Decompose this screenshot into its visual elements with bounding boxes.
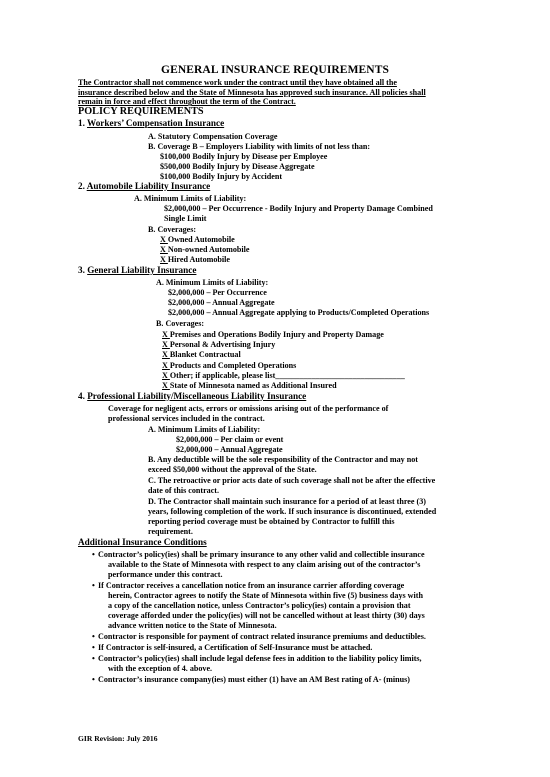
coverage-mark: X — [162, 381, 170, 390]
intro-line: The Contractor shall not commence work under the contract until they have obtained all the — [78, 78, 397, 87]
s4-item-d: requirement. — [148, 527, 193, 536]
condition-text: If Contractor is self-insured, a Certification of Self-Insurance must be attached. — [98, 643, 373, 652]
condition-text: coverage afforded under the policy(ies) will not be cancelled without at least thirty (30) days — [108, 611, 425, 620]
section-1-heading — [78, 119, 224, 129]
section-title: General Liability Insurance — [87, 265, 197, 275]
s3-coverage-item — [162, 350, 241, 360]
bullet-icon: • — [92, 654, 95, 663]
s3-coverage-item — [162, 371, 405, 381]
section-title: Workers’ Compensation Insurance — [87, 118, 225, 128]
s3-coverage-item — [162, 361, 296, 371]
condition-bullet — [92, 643, 372, 653]
coverage-text: Owned Automobile — [167, 235, 235, 244]
section-number: 3. — [78, 265, 88, 275]
s3-limit: $2,000,000 – Annual Aggregate — [168, 298, 275, 307]
s1-item-a: A. Statutory Compensation Coverage — [148, 132, 278, 141]
s4-limit: $2,000,000 – Per claim or event — [176, 435, 284, 444]
section-3-heading — [78, 266, 196, 276]
condition-text: Contractor is responsible for payment of contract related insurance premiums and deductibles. — [98, 632, 426, 641]
bullet-icon: • — [92, 632, 95, 641]
s3-item-b: B. Coverages: — [156, 319, 205, 328]
bullet-icon: • — [92, 675, 95, 684]
coverage-text: Hired Automobile — [167, 255, 231, 264]
condition-text: advance written notice to the State of Minnesota. — [108, 621, 277, 630]
condition-text: Contractor’s policy(ies) shall be primary insurance to any other valid and collectible insurance — [98, 550, 425, 559]
s4-item-d: D. The Contractor shall maintain such insurance for a period of at least three (3) — [148, 497, 426, 506]
coverage-text: Non-owned Automobile — [167, 245, 250, 254]
coverage-mark: X — [162, 371, 170, 380]
coverage-mark: X — [160, 255, 168, 264]
coverage-text: Blanket Contractual — [169, 350, 241, 359]
condition-text: available to the State of Minnesota with respect to any claim arising out of the contractor’s — [108, 560, 421, 569]
condition-text: Contractor’s policy(ies) shall include legal defense fees in addition to the liability policy limits, — [98, 654, 422, 663]
s1-limit: $100,000 Bodily Injury by Accident — [160, 172, 283, 181]
coverage-text: Products and Completed Operations — [169, 361, 297, 370]
s2-limit: $2,000,000 – Per Occurrence - Bodily Injury and Property Damage Combined — [164, 204, 433, 213]
s3-coverage-item — [162, 381, 337, 391]
condition-text: a copy of the cancellation notice, unless Contractor’s policy(ies) contain a provision that — [108, 601, 411, 610]
s3-limit: $2,000,000 – Annual Aggregate applying to Products/Completed Operations — [168, 308, 430, 317]
s4-item-b: B. Any deductible will be the sole responsibility of the Contractor and may not — [148, 455, 418, 464]
coverage-mark: X — [160, 235, 168, 244]
s2-item-a: A. Minimum Limits of Liability: — [134, 194, 247, 203]
s4-item-a: A. Minimum Limits of Liability: — [148, 425, 261, 434]
s1-item-b: B. Coverage B – Employers Liability with limits of not less than: — [148, 142, 371, 151]
section-title: Automobile Liability Insurance — [86, 181, 211, 191]
coverage-mark: X — [160, 245, 168, 254]
section-4-heading — [78, 392, 306, 402]
condition-text: Contractor’s insurance company(ies) must either (1) have an AM Best rating of A- (minus) — [98, 675, 410, 684]
s3-item-a: A. Minimum Limits of Liability: — [156, 278, 269, 287]
condition-text: performance under this contract. — [108, 570, 223, 579]
s2-coverage-item — [160, 235, 235, 245]
condition-text: with the exception of 4. above. — [108, 664, 213, 673]
coverage-mark: X — [162, 361, 170, 370]
coverage-text: Other; if applicable, please list________________________________ — [169, 371, 405, 380]
s2-coverage-item — [160, 255, 230, 265]
section-number: 2. — [78, 181, 87, 191]
s4-item-d: reporting period coverage must be obtained by Contractor to fulfill this — [148, 517, 395, 526]
s1-limit: $500,000 Bodily Injury by Disease Aggregate — [160, 162, 315, 171]
coverage-text: State of Minnesota named as Additional Insured — [169, 381, 337, 390]
footer-revision: GIR Revision: July 2016 — [78, 734, 158, 743]
condition-bullet — [92, 675, 410, 685]
section-number: 1. — [78, 118, 88, 128]
s4-limit: $2,000,000 – Annual Aggregate — [176, 445, 283, 454]
s4-description: professional services included in the contract. — [108, 414, 265, 423]
policy-requirements-heading: POLICY REQUIREMENTS — [78, 106, 204, 117]
coverage-mark: X — [162, 330, 170, 339]
s4-item-b: exceed $50,000 without the approval of the State. — [148, 465, 317, 474]
bullet-icon: • — [92, 643, 95, 652]
s4-description: Coverage for negligent acts, errors or omissions arising out of the performance of — [108, 404, 389, 413]
s3-coverage-item — [162, 330, 384, 340]
s1-limit: $100,000 Bodily Injury by Disease per Employee — [160, 152, 328, 161]
condition-bullet — [92, 581, 404, 591]
section-title: Professional Liability/Miscellaneous Liability Insurance — [87, 391, 307, 401]
s4-item-c: date of this contract. — [148, 486, 220, 495]
intro-line: remain in force and effect throughout the term of the Contract. — [78, 97, 296, 107]
additional-conditions-heading: Additional Insurance Conditions — [78, 537, 207, 547]
page-title: GENERAL INSURANCE REQUIREMENTS — [161, 64, 389, 76]
s2-item-b: B. Coverages: — [148, 225, 197, 234]
condition-bullet — [92, 654, 422, 664]
s4-item-d: years, following completion of the work. If such insurance is discontinued, extended — [148, 507, 437, 516]
section-2-heading — [78, 182, 210, 192]
condition-bullet — [92, 550, 425, 560]
intro-line: insurance described below and the State of Minnesota has approved such insurance. All policies shall — [78, 87, 426, 97]
bullet-icon: • — [92, 581, 95, 590]
condition-text: herein, Contractor agrees to notify the State of Minnesota within five (5) business days with — [108, 591, 423, 600]
s3-limit: $2,000,000 – Per Occurrence — [168, 288, 267, 297]
coverage-text: Personal & Advertising Injury — [169, 340, 276, 349]
condition-bullet — [92, 632, 426, 642]
s3-coverage-item — [162, 340, 275, 350]
section-number: 4. — [78, 391, 88, 401]
s4-item-c: C. The retroactive or prior acts date of such coverage shall not be after the effective — [148, 476, 436, 485]
coverage-text: Premises and Operations Bodily Injury and Property Damage — [169, 330, 384, 339]
s2-coverage-item — [160, 245, 250, 255]
bullet-icon: • — [92, 550, 95, 559]
intro-paragraph — [78, 78, 480, 107]
condition-text: If Contractor receives a cancellation notice from an insurance carrier affording coverage — [98, 581, 405, 590]
coverage-mark: X — [162, 340, 170, 349]
s2-limit-cont: Single Limit — [164, 214, 207, 223]
coverage-mark: X — [162, 350, 170, 359]
